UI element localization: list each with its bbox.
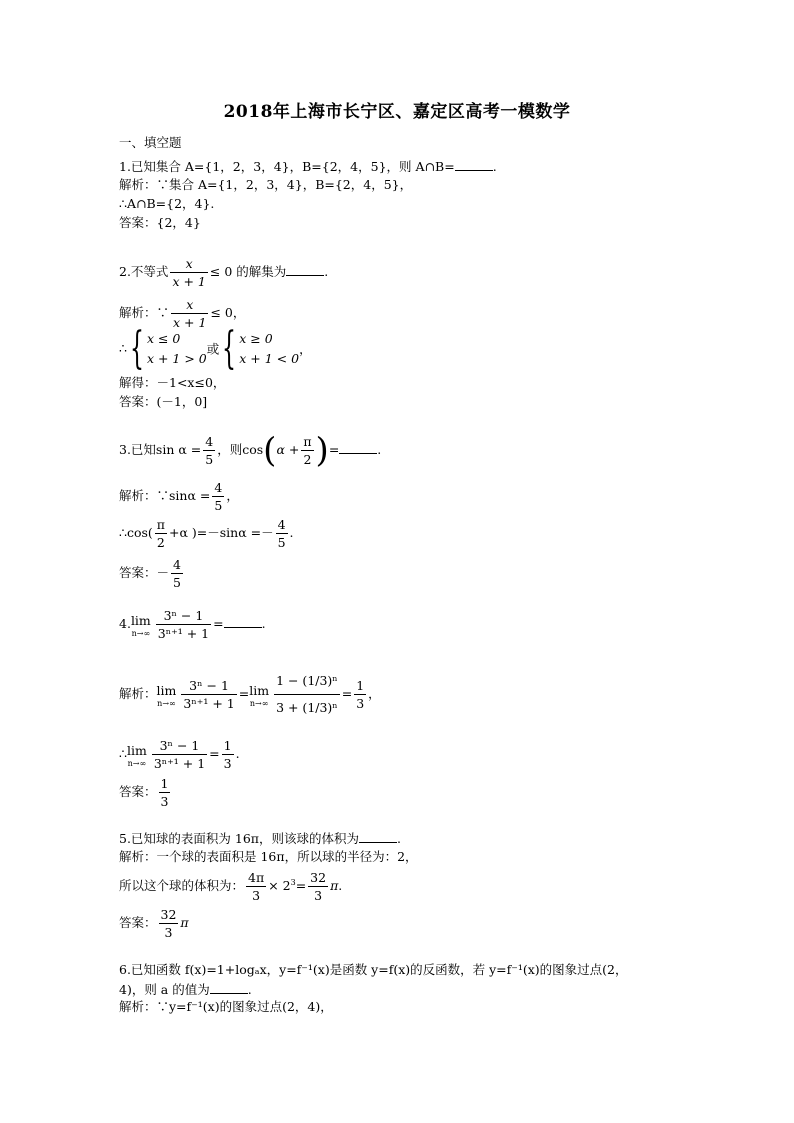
fraction: $\frac{4}{5}$ (205, 434, 214, 467)
q4-solution-1: 解析： lim n→∞ $\frac{\text{3ⁿ − 1}}{\text{3ⁿ⁺¹ + 1}}$ = lim n→∞ $\frac{\text{1 − (1/3)ⁿ}}{\text{3 + (1/3)ⁿ}}$ = $\frac{1}{3}$ ， (119, 668, 381, 721)
q1-solution-1: 解析：∵集合 A={1，2，3，4}，B={2，4，5}， (119, 177, 413, 192)
q5-solution-2: 所以这个球的体积为： $\frac{4\pi}{3}$ × $2^3=$ $\frac{32}{3}$ π. (119, 870, 343, 903)
q2-stem: 2.不等式 $\frac{x}{x + 1}$ ≤ 0 的解集为 . (119, 256, 329, 289)
system-2: x ≥ 0 x + 1 < 0 (239, 331, 300, 366)
page-title: 2018年上海市长宁区、嘉定区高考一模数学 (223, 102, 571, 122)
q3-stem: 3.已知sin α = $\frac{4}{5}$ ，则cos(α + $\frac{\pi}{2}$ )= . (119, 430, 382, 471)
q3-solution-1: 解析：∵sinα = $\frac{4}{5}$ ， (119, 480, 239, 513)
q1-solution-2: ∴A∩B={2，4}. (119, 196, 215, 211)
answer-blank (210, 980, 248, 994)
q6-solution: 解析：∵y=f⁻¹(x)的图象过点(2，4)， (119, 999, 333, 1014)
answer-blank (455, 157, 493, 171)
q2-answer: 答案：(－1，0] (119, 394, 208, 409)
section-heading: 一、填空题 (119, 135, 182, 150)
system-1: x ≤ 0 x + 1 > 0 (146, 331, 207, 366)
answer-blank (359, 829, 397, 843)
q5-stem: 5.已知球的表面积为 16π，则该球的体积为 . (119, 831, 402, 846)
q4-stem: 4. lim n→∞ $\frac{\text{3ⁿ − 1}}{\text{3ⁿ⁺¹ + 1}}$ = . (119, 608, 266, 641)
q1-answer: 答案：{2，4} (119, 215, 201, 230)
answer-blank (224, 614, 262, 628)
q4-solution-2: ∴ lim n→∞ $\frac{\text{3ⁿ − 1}}{\text{3ⁿ⁺¹ + 1}}$ = $\frac{1}{3}$ . (119, 738, 240, 771)
q3-solution-2: ∴cos( $\frac{\pi}{2}$ +α )=－sinα =－ $\frac{4}{5}$ . (119, 517, 294, 550)
q3-answer: 答案：－ $\frac{4}{5}$ (119, 557, 181, 590)
q4-answer: 答案： $\frac{1}{3}$ (119, 776, 169, 809)
q2-solution-1: 解析：∵ $\frac{x}{x + 1}$ ≤ 0， (119, 297, 246, 330)
fraction: $\frac{x}{x + 1}$ (172, 256, 206, 289)
q6-stem-1: 6.已知函数 f(x)=1+logₐx，y=f⁻¹(x)是函数 y=f(x)的反函数，若 y=f⁻¹(x)的图象过点(2， (119, 962, 628, 977)
q1-stem: 1.已知集合 A={1，2，3，4}，B={2，4，5}，则 A∩B= . (119, 159, 497, 174)
q2-solve: 解得：－1<x≤0， (119, 375, 226, 390)
q5-solution-1: 解析：一个球的表面积是 16π，所以球的半径为：2， (119, 849, 418, 864)
fraction: $\frac{x}{x + 1}$ (173, 297, 207, 330)
q5-answer: 答案： $\frac{32}{3}$ π (119, 907, 189, 940)
answer-blank (339, 440, 377, 454)
q6-stem-2: 4)，则 a 的值为 . (119, 982, 252, 997)
q2-solution-system: ∴{ x ≤ 0 x + 1 > 0或{ x ≥ 0 x + 1 < 0， (119, 323, 312, 374)
answer-blank (286, 262, 324, 276)
